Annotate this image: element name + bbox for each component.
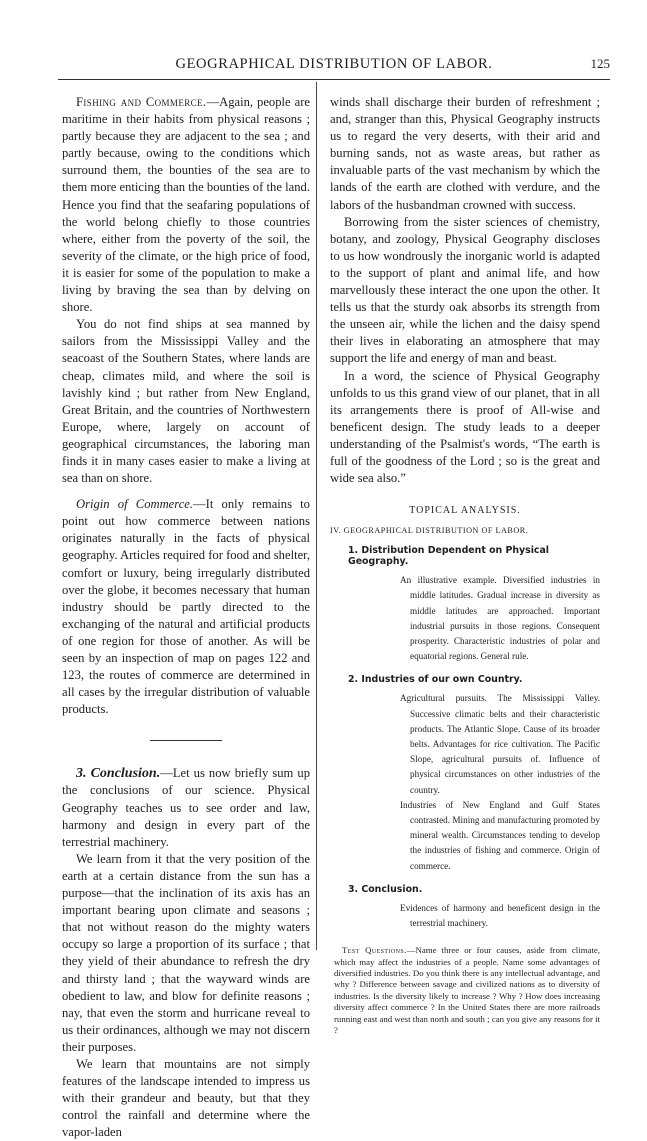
running-title: GEOGRAPHICAL DISTRIBUTION OF LABOR. (175, 56, 493, 72)
right-column (330, 94, 600, 1036)
learn-paragraph: We learn from it that the very position of the earth at a certain distance from the sun has a purpose—that the inclination of its axis has an important bearing upon climate and seasons ; that not without reason do the mighty waters occupy so large a proportion of its surface ; that they yield of their abundance to refresh the dry and thirsty land ; that the wayward winds are obedient to law, and blow for definite reasons ; nay, that even the storm and hurricane reveal to us their ordinances, although we may not discern their purposes. (62, 851, 310, 1054)
left-column (62, 94, 310, 1141)
origin-paragraph (62, 496, 310, 718)
paragraph-gap (62, 487, 310, 496)
continuation-paragraph: winds shall discharge their burden of refreshment ; and, stranger than this, Physical Geography instructs us to regard the very deserts, with their arid and burning sands, not as waste areas, but rather as invaluable parts of the vast mechanism by which the lands of the earth are clothed with verdure, and the labors of the husbandman crowned with success. (330, 95, 600, 212)
conclusion-paragraph (62, 765, 310, 850)
conclusion-heading: Conclusion. (90, 766, 161, 782)
subsection-entry: Industries of New England and Gulf States contrasted. Mining and manufacturing promoted by mineral wealth. Circumstances tending to develop the industries of fishing and commerce. Origin of commerce. (400, 799, 600, 871)
test-questions-text: —Name three or four causes, aside from climate, which may affect the industries of a people. Name some advantages of diversified industries. Do you think there is any intellectual advantage, and why ? Difference between savage and civilized nations as to diversity of industries. Is the diversity likely to increase ? Why ? How does increasing diversity affect commerce ? In the United States there are more railroads running east and west than north and south ; can you give any reasons for it ? (334, 945, 600, 1036)
subsection-entry: An illustrative example. Diversified industries in middle latitudes. Gradual increase in diversity as middle latitudes are approached. Important industrial pursuits in those regions. Consequent prosperity. Characteristic industries of polar and equatorial regions. General rule. (400, 575, 600, 662)
conclusion-number: 3. (76, 766, 87, 782)
fishing-paragraph (62, 94, 310, 316)
subsection-gap (330, 664, 600, 674)
topical-analysis-heading: TOPICAL ANALYSIS. (409, 505, 521, 517)
subsection-gap (330, 874, 600, 884)
origin-text: —It only remains to point out how commerce between nations originates naturally in the facts of physical geography. Articles required for food and shelter, comfort or luxury, being irregularly distributed over the globe, it becomes necessary that human industry should be partly directed to the exchanging of the natural and artificial products of one region for those of another. As will be seen by an inspection of map on pages 122 and 123, the routes of commerce are determined in all cases by the irregular distribution of valuable products. (62, 497, 310, 717)
fishing-text: —Again, people are maritime in their habits from physical reasons ; partly because they are adjacent to the sea ; and partly because, owing to the conditions which surround them, the bounties of the sea are to them more enticing than the bounties of the land. Hence you find that the seafaring populations of the world belong chiefly to those countries where, either from the poverty of the soil, the severity of the climate, or the high price of food, it is easier for some of the population to make a living by braving the sea than by delving on shore. (62, 95, 310, 315)
mountains-paragraph: We learn that mountains are not simply features of the landscape intended to impress us with their grandeur and beauty, but that they control the rainfall and determine where the vapor-laden (62, 1056, 310, 1140)
subsection-title: 2. Industries of our own Country. (348, 674, 523, 686)
subsection-title: 1. Distribution Dependent on Physical Geography. (348, 545, 549, 568)
topical-section-title: IV. GEOGRAPHICAL DISTRIBUTION OF LABOR. (330, 526, 529, 536)
column-divider (316, 82, 317, 950)
subsection-title: 3. Conclusion. (348, 883, 423, 895)
header-rule (58, 79, 610, 80)
subsection-entry: Evidences of harmony and beneficent design in the terrestrial machinery. (400, 902, 600, 929)
section-separator (150, 740, 222, 741)
conclusion-text: —Let us now briefly sum up the conclusions of our science. Physical Geography teaches us to see order and law, harmony and design in every part of the terrestrial machinery. (62, 766, 310, 849)
fishing-heading: Fishing and Commerce. (76, 95, 207, 109)
borrowing-paragraph: Borrowing from the sister sciences of chemistry, botany, and zoology, Physical Geography discloses to us how wondrously the inorganic world is adapted to the support of plant and animal life, and how marvellously these interact the one upon the other. It tells us that the sturdy oak absorbs its strength from the unseen air, while the lichen and the daisy spend their lives in elaborating an atmosphere that may support the life and energy of man and beast. (330, 214, 600, 366)
subsection-entry: Agricultural pursuits. The Mississippi Valley. Successive climatic belts and their characteristic products. The Atlantic Slope. Cause of its broader belts. Advantages for rice cultivation. The Pacific Slope, agricultural pursuits of. Influence of physical circumstances on other industries of the country. (400, 693, 600, 795)
test-questions-label: Test Questions. (342, 945, 407, 956)
word-paragraph: In a word, the science of Physical Geography unfolds to us this grand view of our planet, that in all its arrangements there is proof of All-wise and beneficent design. The study leads to a deeper understanding of the Psalmist's words, “The earth is full of the goodness of the Lord ; so is the great and wide sea also.” (330, 368, 600, 486)
origin-heading: Origin of Commerce. (76, 497, 194, 512)
test-questions (334, 945, 600, 1036)
running-header (58, 56, 610, 76)
page-number: 125 (590, 56, 610, 71)
ships-paragraph: You do not find ships at sea manned by sailors from the Mississippi Valley and the seacoast of the Southern States, where lands are cheap, climates mild, and where the soil is lavishly kind ; but rather from New England, Great Britain, and the countries of Northwestern Europe, where, largely on account of geographical circumstances, the laboring man finds it in many cases easier to make a living at sea than on shore. (62, 317, 310, 486)
